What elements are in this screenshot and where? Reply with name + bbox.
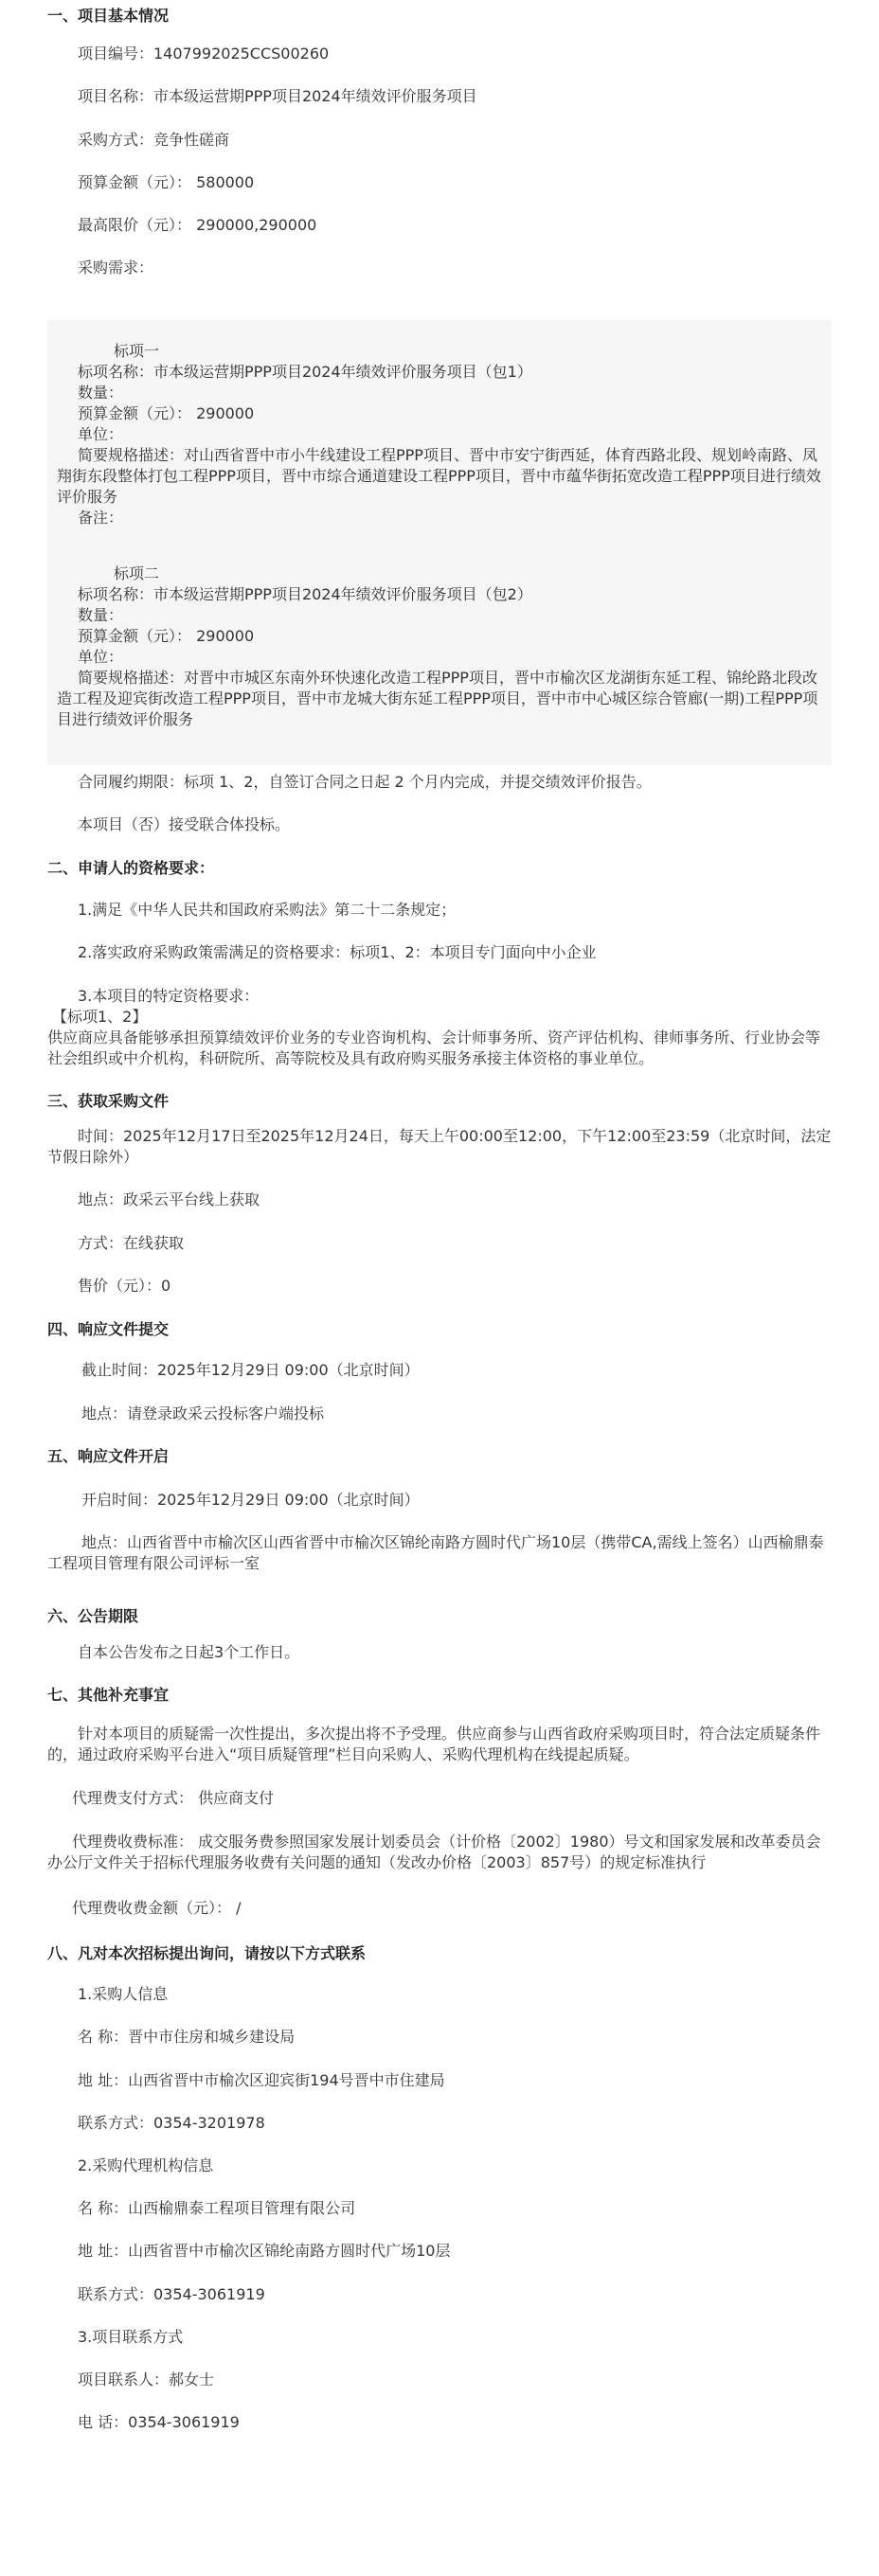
procurement-demand: 采购需求： bbox=[78, 259, 154, 277]
section8-heading: 八、凡对本次招标提出询问，请按以下方式联系 bbox=[47, 1944, 367, 1962]
qualification-text: 供应商应具备能够承担预算绩效评价业务的专业咨询机构、会计师事务所、资产评估机构、律师事务所、行业协会等社会组织或中介机构，科研院所、高等院校及具有政府购买服务承接主体资格的事业单位。 bbox=[47, 1029, 821, 1067]
lot1-description: 简要规格描述：对山西省晋中市小牛线建设工程PPP项目、晋中市安宁街西延，体育西路北段、规划岭南路、凤翔街东段整体打包工程PPP项目，晋中市综合通道建设工程PPP项目，晋中市蕴华街拓宽改造工程PPP项目进行绩效评价服务 bbox=[57, 446, 821, 506]
lot1-title: 标项一 bbox=[114, 342, 160, 360]
project-name: 项目名称：市本级运营期PPP项目2024年绩效评价服务项目 bbox=[78, 87, 477, 105]
document-way: 方式：在线获取 bbox=[78, 1234, 185, 1252]
project-contact-title: 3.项目联系方式 bbox=[78, 2328, 184, 2346]
section6-heading: 六、公告期限 bbox=[47, 1607, 139, 1625]
lot2-unit: 单位： bbox=[78, 648, 124, 666]
max-price: 最高限价（元）： 290000,290000 bbox=[78, 216, 317, 234]
agent-name: 名 称：山西榆鼎泰工程项目管理有限公司 bbox=[78, 2199, 356, 2217]
buyer-phone: 联系方式：0354-3201978 bbox=[78, 2114, 265, 2132]
project-contact-person: 项目联系人：郝女士 bbox=[78, 2370, 215, 2388]
section7-heading: 七、其他补充事宜 bbox=[47, 1686, 170, 1704]
submission-place: 地点：请登录政采云投标客户端投标 bbox=[81, 1404, 325, 1422]
budget-amount: 预算金额（元）： 580000 bbox=[78, 173, 255, 191]
lot1-quantity: 数量： bbox=[78, 384, 124, 402]
document-place: 地点：政采云平台线上获取 bbox=[78, 1190, 260, 1208]
lot2-description: 简要规格描述：对晋中市城区东南外环快速化改造工程PPP项目，晋中市榆次区龙湖街东延工程、锦纶路北段改造工程及迎宾街改造工程PPP项目，晋中市龙城大街东延工程PPP项目，晋中市中心城区综合管廊(一期)工程PPP项目进行绩效评价服务 bbox=[57, 669, 818, 728]
agency-fee-standard: 代理费收费标准： 成交服务费参照国家发展计划委员会（计价格〔2002〕1980）号文和国家发展和改革委员会办公厅文件关于招标代理服务收费有关问题的通知（发改办价格〔2003〕857号）的规定标准执行 bbox=[47, 1833, 821, 1871]
lot2-budget: 预算金额（元）： 290000 bbox=[78, 627, 255, 645]
notice-period: 自本公告发布之日起3个工作日。 bbox=[78, 1643, 300, 1661]
lot1-budget: 预算金额（元）： 290000 bbox=[78, 404, 255, 422]
lot1-unit: 单位： bbox=[78, 425, 124, 443]
qualification-item3: 3.本项目的特定资格要求： bbox=[78, 987, 260, 1005]
section5-heading: 五、响应文件开启 bbox=[47, 1447, 170, 1465]
lot1-name: 标项名称：市本级运营期PPP项目2024年绩效评价服务项目（包1） bbox=[78, 363, 532, 381]
lot2-name: 标项名称：市本级运营期PPP项目2024年绩效评价服务项目（包2） bbox=[78, 585, 532, 603]
lot2-quantity: 数量： bbox=[78, 606, 124, 624]
project-contact-phone: 电 话：0354-3061919 bbox=[78, 2413, 240, 2431]
buyer-name: 名 称：晋中市住房和城乡建设局 bbox=[78, 2028, 296, 2046]
supplementary-text: 针对本项目的质疑需一次性提出，多次提出将不予受理。供应商参与山西省政府采购项目时，符合法定质疑条件的，通过政府采购平台进入“项目质疑管理”栏目向采购人、采购代理机构在线提起质疑。 bbox=[47, 1725, 821, 1763]
lot1-note: 备注： bbox=[78, 509, 124, 527]
opening-time: 开启时间：2025年12月29日 09:00（北京时间） bbox=[81, 1491, 420, 1509]
qualification-item1: 1.满足《中华人民共和国政府采购法》第二十二条规定； bbox=[78, 901, 457, 919]
buyer-info-title: 1.采购人信息 bbox=[78, 1985, 169, 2003]
qualification-lots: 【标项1、2】 bbox=[52, 1008, 148, 1026]
opening-place: 地点：山西省晋中市榆次区山西省晋中市榆次区锦纶南路方圆时代广场10层（携带CA,需线上签名）山西榆鼎泰工程项目管理有限公司评标一室 bbox=[47, 1533, 824, 1572]
agent-address: 地 址：山西省晋中市榆次区锦纶南路方圆时代广场10层 bbox=[78, 2242, 451, 2260]
agency-fee-payment: 代理费支付方式： 供应商支付 bbox=[72, 1789, 275, 1807]
submission-deadline: 截止时间：2025年12月29日 09:00（北京时间） bbox=[81, 1361, 420, 1379]
contract-period: 合同履约期限：标项 1、2，自签订合同之日起 2 个月内完成，并提交绩效评价报告。 bbox=[78, 773, 652, 791]
document-time: 时间：2025年12月17日至2025年12月24日，每天上午00:00至12:00，下午12:00至23:59（北京时间，法定节假日除外） bbox=[47, 1127, 832, 1166]
agent-phone: 联系方式：0354-3061919 bbox=[78, 2285, 265, 2303]
procurement-method: 采购方式：竞争性磋商 bbox=[78, 131, 230, 149]
section1-heading: 一、项目基本情况 bbox=[47, 7, 170, 25]
section3-heading: 三、获取采购文件 bbox=[47, 1092, 170, 1110]
section2-heading: 二、申请人的资格要求： bbox=[47, 859, 215, 877]
section4-heading: 四、响应文件提交 bbox=[47, 1320, 170, 1338]
agency-fee-amount: 代理费收费金额（元）： / bbox=[72, 1899, 242, 1917]
agent-info-title: 2.采购代理机构信息 bbox=[78, 2156, 214, 2174]
buyer-address: 地 址：山西省晋中市榆次区迎宾街194号晋中市住建局 bbox=[78, 2071, 445, 2089]
consortium-note: 本项目（否）接受联合体投标。 bbox=[78, 815, 291, 833]
document-price: 售价（元）：0 bbox=[78, 1277, 171, 1295]
qualification-item2: 2.落实政府采购政策需满足的资格要求：标项1、2：本项目专门面向中小企业 bbox=[78, 943, 597, 961]
project-number: 项目编号：1407992025CCS00260 bbox=[78, 45, 330, 63]
lot2-title: 标项二 bbox=[114, 564, 160, 582]
